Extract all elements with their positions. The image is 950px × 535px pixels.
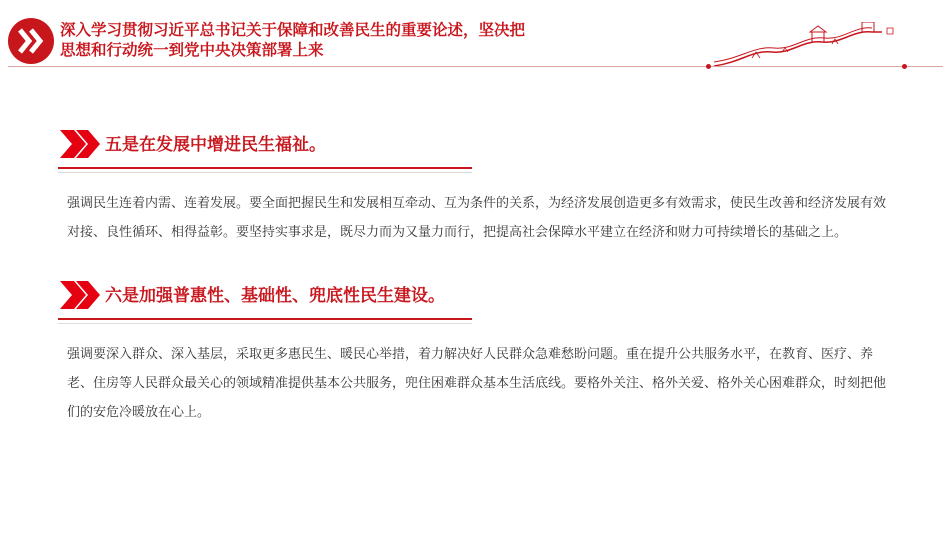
divider-dot <box>706 64 711 69</box>
section-underline <box>58 167 472 169</box>
page-title: 深入学习贯彻习近平总书记关于保障和改善民生的重要论述，坚决把思想和行动统一到党中央决策部署上来 <box>60 21 526 59</box>
double-arrow-icon <box>60 130 102 158</box>
header-badge <box>8 18 54 64</box>
section-underline-shadow <box>58 172 472 173</box>
great-wall-illustration <box>712 22 912 68</box>
section-underline <box>58 318 472 320</box>
section-body: 强调要深入群众、深入基层，采取更多惠民生、暖民心举措，着力解决好人民群众急难愁盼问题。重在提升公共服务水平，在教育、医疗、养老、住房等人民群众最关心的领域精准提供基本公共服务，兜住困难群众基本生活底线。要格外关注、格外关爱、格外关心困难群众，时刻把他们的安危冷暖放在心上。 <box>67 347 887 420</box>
section-title: 五是在发展中增进民生福祉。 <box>105 135 326 155</box>
header-divider <box>8 66 943 67</box>
section-title: 六是加强普惠性、基础性、兜底性民生建设。 <box>105 286 445 306</box>
double-arrow-icon <box>60 281 102 309</box>
divider-dot <box>902 64 907 69</box>
double-chevron-icon <box>8 18 54 64</box>
section-body: 强调民生连着内需、连着发展。要全面把握民生和发展相互牵动、互为条件的关系，为经济发展创造更多有效需求，使民生改善和经济发展有效对接、良性循环、相得益彰。要坚持实事求是，既尽力而为又量力而行，把提高社会保障水平建立在经济和财力可持续增长的基础之上。 <box>67 196 887 240</box>
section-underline-shadow <box>58 323 472 324</box>
